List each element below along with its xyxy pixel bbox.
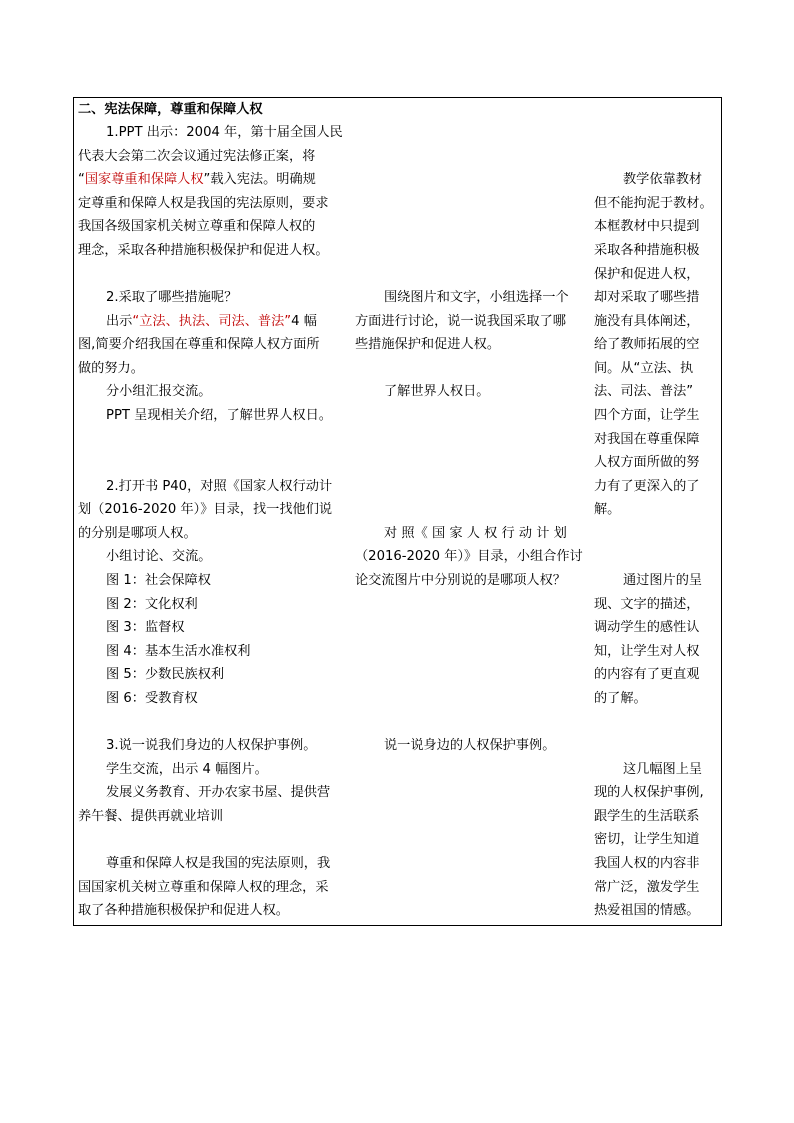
intent-text: 人权方面所做的努 xyxy=(594,455,700,470)
teacher-text: 理念，采取各种措施积极保护和促进人权。 xyxy=(78,243,329,258)
student-text: 方面进行讨论，说一说我国采取了哪 xyxy=(355,314,566,329)
teacher-text: 学生交流，出示 4 幅图片。 xyxy=(106,762,268,777)
list-item: 图 2：文化权利 xyxy=(106,597,198,612)
list-item: 图 3：监督权 xyxy=(106,620,185,635)
teacher-text: 图,简要介绍我国在尊重和保障人权方面所 xyxy=(78,337,320,352)
intent-text: 这几幅图上呈 xyxy=(623,762,703,777)
intent-text: 却对采取了哪些措 xyxy=(594,290,700,305)
highlighted-phrase: “立法、执法、司法、普法” xyxy=(132,314,292,329)
teacher-text: 划（2016-2020 年）》目录，找一找他们说 xyxy=(78,502,333,517)
teacher-text: 2.采取了哪些措施呢？ xyxy=(106,290,238,305)
teacher-text: 分小组汇报交流。 xyxy=(106,384,212,399)
list-item: 图 4：基本生活水准权利 xyxy=(106,644,251,659)
intent-text: 热爱祖国的情感。 xyxy=(594,903,700,918)
teacher-text: 我国各级国家机关树立尊重和保障人权的 xyxy=(78,219,316,234)
list-item: 图 6：受教育权 xyxy=(106,691,198,706)
teacher-text: 发展义务教育、开办农家书屋、提供营 xyxy=(106,785,331,800)
intent-text: 本框教材中只提到 xyxy=(594,219,700,234)
intent-text: 采取各种措施积极 xyxy=(594,243,700,258)
student-text: 对 照《 国 家 人 权 行 动 计 划 xyxy=(384,526,567,541)
teacher-text: 定尊重和保障人权是我国的宪法原则，要求 xyxy=(78,196,329,211)
intent-text: 密切，让学生知道 xyxy=(594,832,700,847)
intent-text: 现的人权保护事例, xyxy=(594,785,704,800)
teacher-text: PPT 呈现相关介绍，了解世界人权日。 xyxy=(106,408,332,423)
intent-text: 保护和促进人权， xyxy=(594,267,700,282)
student-text: 围绕图片和文字，小组选择一个 xyxy=(384,290,569,305)
teacher-text: 3.说一说我们身边的人权保护事例。 xyxy=(106,738,317,753)
section-title: 二、宪法保障，尊重和保障人权 xyxy=(78,102,263,117)
intent-text: 我国人权的内容非 xyxy=(594,856,700,871)
teacher-text: 小组讨论、交流。 xyxy=(106,549,212,564)
intent-text: 间。从“立法、执 xyxy=(594,361,694,376)
teacher-text: 代表大会第二次会议通过宪法修正案，将 xyxy=(78,149,316,164)
intent-text: 的内容有了更直观 xyxy=(594,667,700,682)
teacher-text: 国国家机关树立尊重和保障人权的理念，采 xyxy=(78,880,329,895)
intent-text: 力有了更深入的了 xyxy=(594,479,700,494)
highlighted-phrase: 国家尊重和保障人权 xyxy=(84,172,204,187)
intent-text: 常广泛，激发学生 xyxy=(594,880,700,895)
student-text: 论交流图片中分别说的是哪项人权？ xyxy=(355,573,566,588)
teacher-text: 的分别是哪项人权。 xyxy=(78,526,197,541)
teacher-text: 2.打开书 P40，对照《国家人权行动计 xyxy=(106,479,333,494)
teacher-text: 1.PPT 出示：2004 年，第十届全国人民 xyxy=(106,125,343,140)
intent-text: 调动学生的感性认 xyxy=(594,620,700,635)
intent-text: 施没有具体阐述， xyxy=(594,314,700,329)
intent-text: 但不能拘泥于教材。 xyxy=(594,196,713,211)
student-text: 说一说身边的人权保护事例。 xyxy=(384,738,556,753)
intent-text: 教学依靠教材 xyxy=(623,172,703,187)
student-text: （2016-2020 年）》目录，小组合作讨 xyxy=(355,549,583,564)
intent-text: 的了解。 xyxy=(594,691,647,706)
teacher-text-line: “国家尊重和保障人权”载入宪法。明确规 xyxy=(78,172,316,187)
teacher-text: 取了各种措施积极保护和促进人权。 xyxy=(78,903,289,918)
intent-text: 解。 xyxy=(594,502,621,517)
student-text: 了解世界人权日。 xyxy=(384,384,490,399)
teacher-text: 做的努力。 xyxy=(78,361,144,376)
intent-text: 对我国在尊重保障 xyxy=(594,432,700,447)
teacher-text-line: 出示“立法、执法、司法、普法”4 幅 xyxy=(106,314,317,329)
intent-text: 四个方面，让学生 xyxy=(594,408,700,423)
list-item: 图 5：少数民族权利 xyxy=(106,667,225,682)
teacher-text: 养午餐、提供再就业培训 xyxy=(78,809,224,824)
list-item: 图 1：社会保障权 xyxy=(106,573,211,588)
intent-text: 法、司法、普法” xyxy=(594,384,694,399)
student-text: 些措施保护和促进人权。 xyxy=(355,337,501,352)
teacher-text: 尊重和保障人权是我国的宪法原则，我 xyxy=(106,856,331,871)
intent-text: 现、文字的描述， xyxy=(594,597,700,612)
intent-text: 给了教师拓展的空 xyxy=(594,337,700,352)
intent-text: 跟学生的生活联系 xyxy=(594,809,700,824)
intent-text: 通过图片的呈 xyxy=(623,573,703,588)
intent-text: 知，让学生对人权 xyxy=(594,644,700,659)
